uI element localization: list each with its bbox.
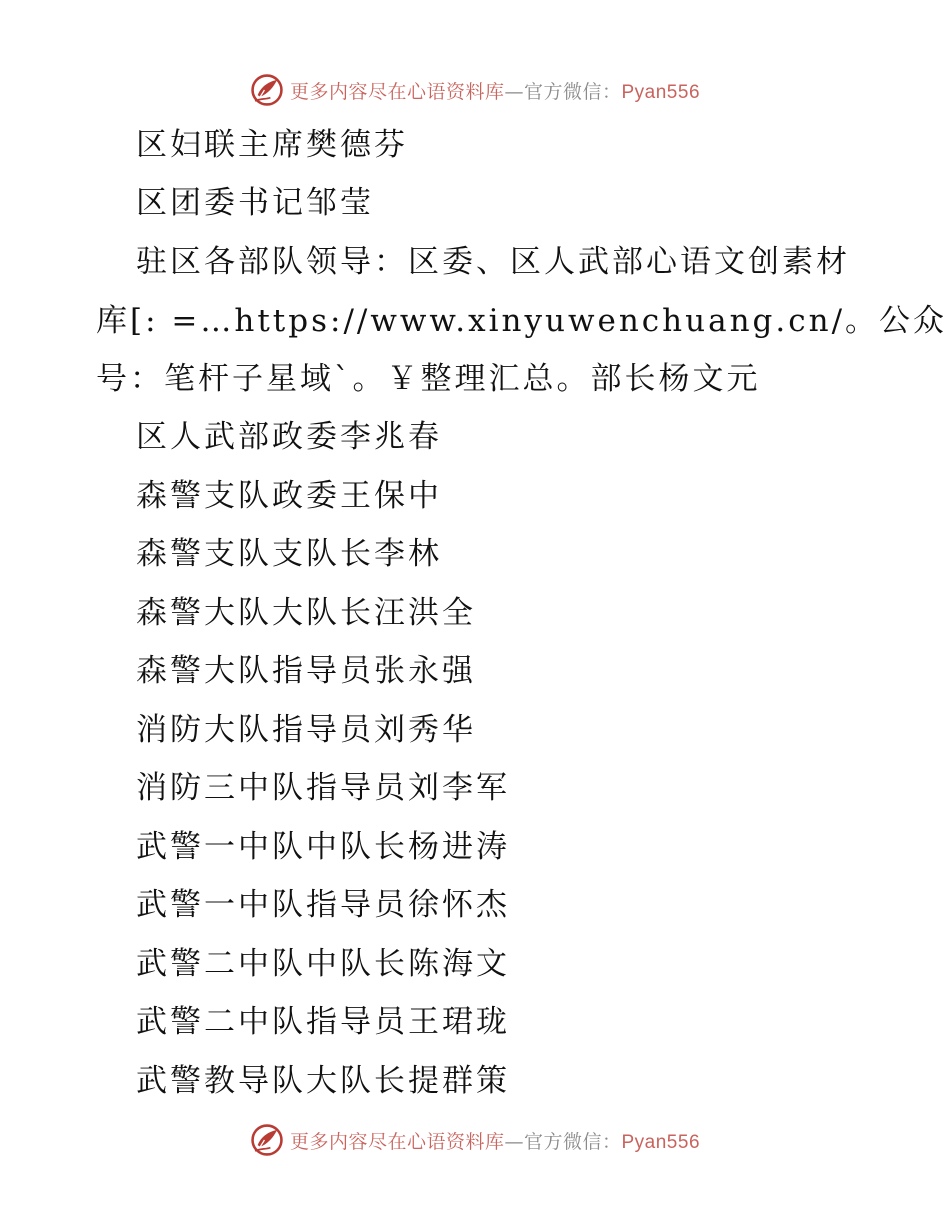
- footer-banner-text: [290, 1127, 700, 1154]
- text-line: 区团委书记邹莹: [136, 185, 374, 221]
- header-banner-text: [290, 77, 700, 104]
- header-wechat-id: Pyan556: [621, 81, 701, 103]
- text-line: 武警教导队大队长提群策: [136, 1063, 510, 1099]
- text-line: 区人武部政委李兆春: [136, 419, 442, 455]
- text-line: 武警二中队指导员王珺珑: [136, 1004, 510, 1040]
- pen-nib-logo-icon: [250, 73, 284, 107]
- header-promo: 更多内容尽在心语资料库: [289, 80, 505, 103]
- text-line: 区妇联主席樊德芬: [136, 127, 408, 163]
- footer-banner: [0, 1120, 950, 1160]
- text-line: 森警大队大队长汪洪全: [136, 595, 476, 631]
- text-line: 驻区各部队领导：区委、区人武部心语文创素材: [136, 244, 850, 280]
- text-line: 消防三中队指导员刘李军: [136, 770, 510, 806]
- header-banner: [0, 70, 950, 110]
- footer-promo: 更多内容尽在心语资料库: [289, 1130, 505, 1153]
- text-line: 消防大队指导员刘秀华: [136, 712, 476, 748]
- text-line-url: 库[: =…https://www.xinyuwenchuang.cn/。公众: [96, 303, 948, 339]
- text-line: 森警支队支队长李林: [136, 536, 442, 572]
- text-line: 武警二中队中队长陈海文: [136, 946, 510, 982]
- footer-dash: —: [504, 1130, 524, 1153]
- header-dash: —: [504, 80, 524, 103]
- text-line: 武警一中队中队长杨进涛: [136, 829, 510, 865]
- text-line: [96, 292, 947, 350]
- header-banner-content: [250, 73, 700, 107]
- text-line: 森警大队指导员张永强: [136, 653, 476, 689]
- footer-wechat-label: 官方微信：: [523, 1130, 622, 1153]
- text-line: 森警支队政委王保中: [136, 478, 442, 514]
- header-wechat-label: 官方微信：: [523, 80, 622, 103]
- pen-nib-logo-icon: [250, 1123, 284, 1157]
- text-line: 号：笔杆子星域`。￥整理汇总。部长杨文元: [96, 361, 761, 397]
- footer-wechat-id: Pyan556: [621, 1131, 701, 1153]
- text-line: 武警一中队指导员徐怀杰: [136, 887, 510, 923]
- footer-banner-content: [250, 1123, 700, 1157]
